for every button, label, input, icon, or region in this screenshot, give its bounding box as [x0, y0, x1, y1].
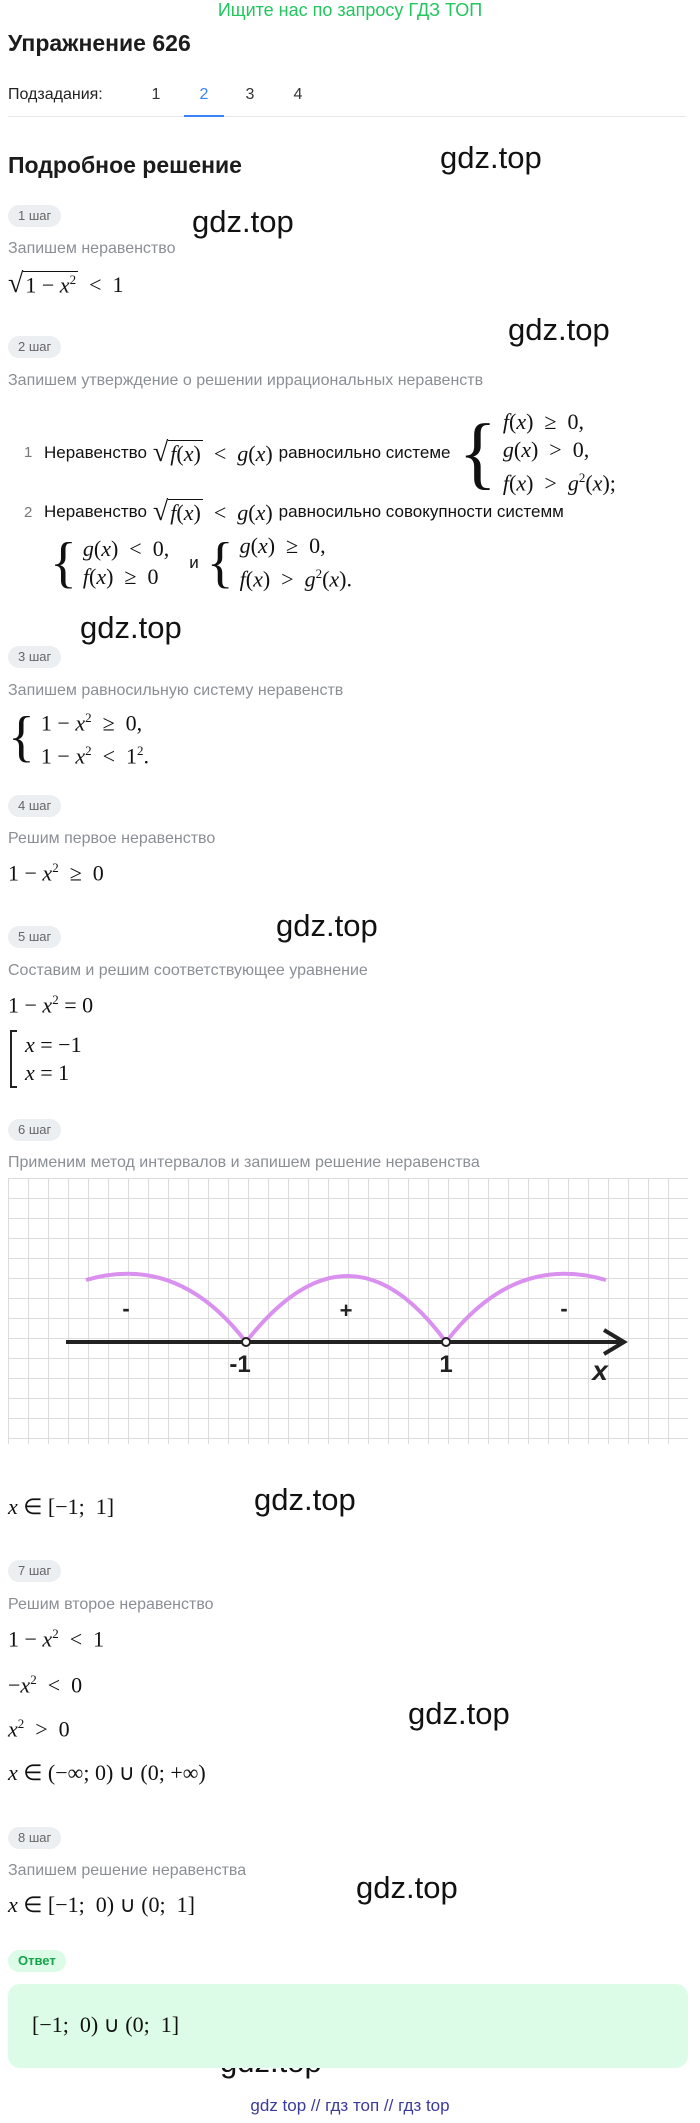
point-one [442, 1338, 450, 1346]
rule-2 [24, 498, 564, 526]
watermark: gdz.top [192, 204, 294, 239]
conjunction: и [189, 552, 199, 572]
math-inequality: $1 - x^2 \ge 0$ [8, 860, 104, 886]
sign-label: + [339, 1298, 353, 1323]
sign-label: - [122, 1296, 130, 1321]
answer-badge: Ответ [8, 1950, 66, 1972]
math-solution: x ∈ (−∞; 0) ∪ (0; +∞) [8, 1760, 206, 1785]
rule-text: Неравенство [44, 442, 147, 462]
step-badge: 4 шаг [8, 795, 61, 817]
step-caption: Запишем утверждение о решении иррациональных неравенств [8, 372, 484, 389]
point-label: 1 [439, 1351, 453, 1378]
math-system: { f(x) ≥ 0, g(x) > 0, $f(x) > g^2(x)$; [458, 408, 616, 497]
watermark: gdz.top [254, 1482, 356, 1517]
page-title: Упражнение 626 [8, 30, 191, 56]
subtasks-label: Подзадания: [8, 86, 103, 103]
rule-number: 1 [24, 444, 33, 462]
step-badge: 7 шаг [8, 1560, 61, 1582]
math-system: { g(x) < 0, f(x) ≥ 0 [50, 531, 170, 594]
rule-text: равносильно системе [278, 442, 451, 462]
point-label: -1 [229, 1351, 251, 1378]
math-inequality: $x^2 > 0$ [8, 1716, 70, 1742]
subtask-tab-3[interactable]: 3 [245, 86, 255, 103]
step-caption: Применим метод интервалов и запишем решение неравенства [8, 1154, 480, 1171]
promo-banner: Ищите нас по запросу ГДЗ ТОП [217, 0, 483, 20]
watermark: gdz.top [440, 140, 542, 175]
solution-heading: Подробное решение [8, 152, 242, 178]
subtask-tab-2[interactable]: 2 [184, 86, 224, 117]
math-expression: √ f(x) < g(x) [152, 436, 273, 468]
step-badge: 3 шаг [8, 646, 61, 668]
rule-2-systems [50, 532, 352, 593]
math-system: { $1 - x^2 \ge 0$, $1 - x^2 < 1^2$. [8, 706, 149, 769]
sign-label: - [560, 1296, 568, 1321]
math-expression: √ f(x) < g(x) [152, 496, 273, 527]
answer-value: [−1; 0) ∪ (0; 1] [32, 2012, 180, 2037]
math-solution-set: x = −1 x = 1 [10, 1030, 82, 1088]
subtask-tab-4[interactable]: 4 [293, 86, 303, 103]
step-badge: 6 шаг [8, 1119, 61, 1141]
interval-chart-svg [8, 1178, 688, 1444]
subtask-tab-1[interactable]: 1 [151, 86, 161, 103]
subtasks-nav [8, 83, 686, 117]
rule-1 [24, 408, 616, 497]
step-badge: 2 шаг [8, 336, 61, 358]
step-caption: Запишем равносильную систему неравенств [8, 682, 344, 699]
sign-arc [86, 1274, 246, 1342]
math-system: { g(x) ≥ 0, $f(x) > g^2(x)$. [206, 531, 352, 594]
step-badge: 5 шаг [8, 926, 61, 948]
answer-box [8, 1984, 688, 2068]
watermark: gdz.top [276, 908, 378, 943]
watermark: gdz.top [80, 610, 182, 645]
step-caption: Запишем решение неравенства [8, 1862, 247, 1879]
rule-text: равносильно совокупности системм [278, 502, 564, 521]
math-inequality: $1 - x^2 < 1$ [8, 1626, 105, 1652]
step-caption: Составим и решим соответствующее уравнение [8, 962, 368, 979]
math-inequality: $-x^2 < 0$ [8, 1672, 83, 1698]
rule-number: 2 [24, 503, 33, 521]
step-caption: Решим второе неравенство [8, 1596, 214, 1613]
interval-chart [8, 1178, 688, 1444]
math-inequality: √ $1 - x^2$ < 1 [8, 268, 124, 299]
point-minus-one [242, 1338, 250, 1346]
step-caption: Решим первое неравенство [8, 830, 216, 847]
math-equation: $1 - x^2 = 0$ [8, 992, 94, 1018]
rule-text: Неравенство [44, 502, 147, 521]
watermark: gdz.top [408, 1696, 510, 1731]
step-badge: 1 шаг [8, 205, 61, 227]
math-solution: x ∈ [−1; 1] [8, 1494, 115, 1519]
step-badge: 8 шаг [8, 1827, 61, 1849]
footer-links[interactable]: gdz top // гдз топ // гдз top [250, 2096, 450, 2115]
watermark: gdz.top [508, 312, 610, 347]
math-solution: x ∈ [−1; 0) ∪ (0; 1] [8, 1892, 195, 1917]
sign-arc [446, 1274, 606, 1342]
step-caption: Запишем неравенство [8, 240, 176, 257]
watermark: gdz.top [356, 1870, 458, 1905]
axis-label: x [592, 1355, 608, 1386]
